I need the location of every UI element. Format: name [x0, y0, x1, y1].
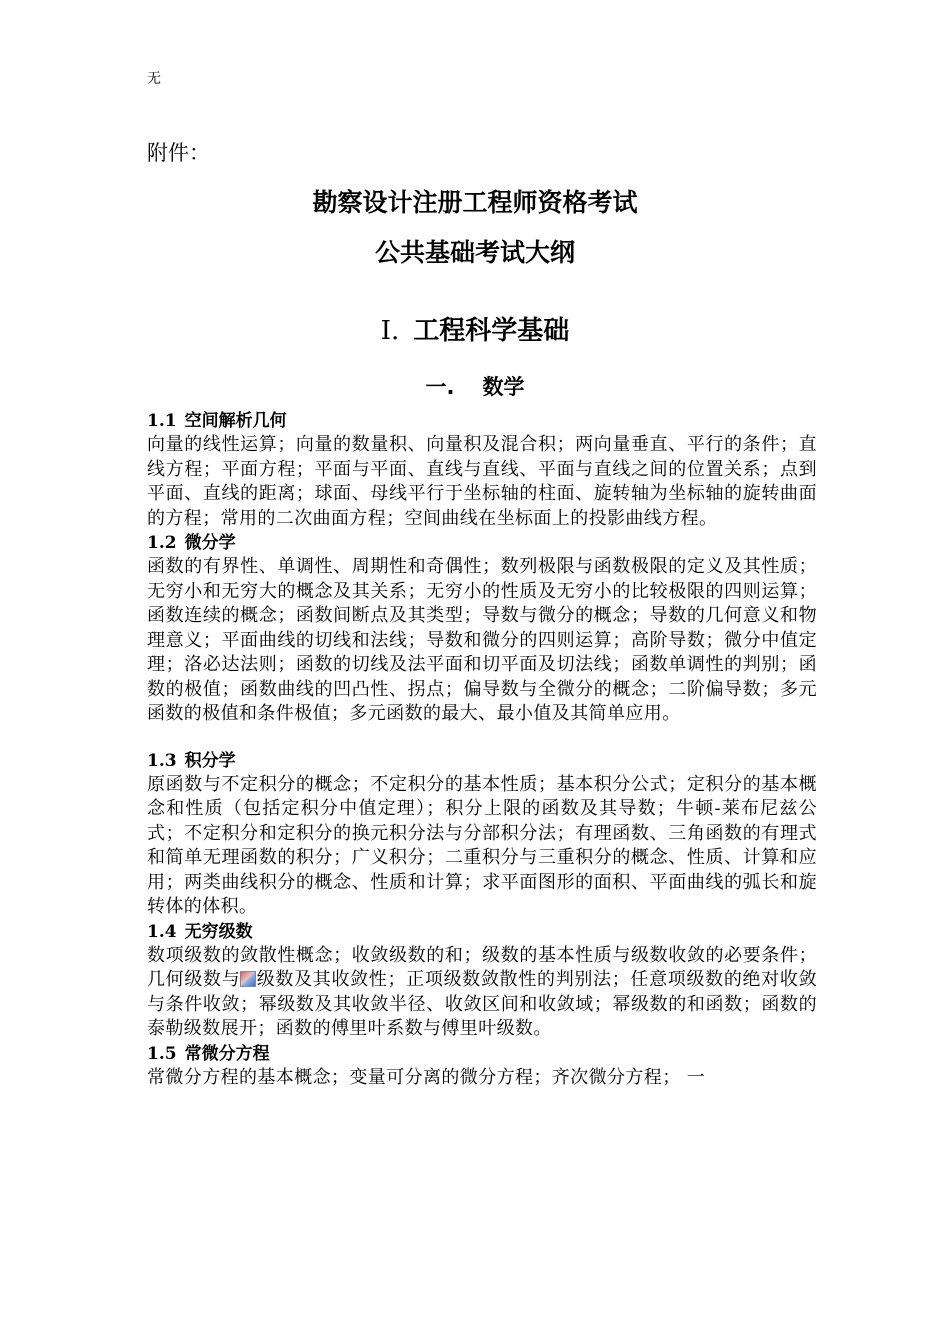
section-heading — [147, 409, 817, 433]
section-heading — [147, 749, 817, 773]
chapter-heading — [0, 371, 950, 401]
section-number: 1.1 — [147, 411, 177, 431]
section-number: 1.3 — [147, 750, 177, 771]
part-numeral: I. — [380, 316, 400, 346]
attachment-label: 附件： — [147, 141, 210, 165]
header-note: 无 — [147, 71, 161, 87]
section-title: 空间解析几何 — [184, 411, 287, 431]
broken-image-icon — [240, 971, 256, 987]
section-body — [147, 944, 817, 1042]
chapter-numeral: 一. — [425, 375, 455, 399]
document-body — [147, 409, 817, 1090]
part-heading — [0, 310, 950, 347]
section-body: 原函数与不定积分的概念；不定积分的基本性质；基本积分公式；定积分的基本概念和性质（包括定积分中值定理）；积分上限的函数及其导数；牛顿-莱布尼兹公式；不定积分和定积分的换元积分法与分部积分法；有理函数、三角函数的有理式和简单无理函数的积分；广义积分；二重积分与三重积分的概念、性质、计算和应用；两类曲线积分的概念、性质和计算；求平面图形的面积、平面曲线的弧长和旋转体的体积。 — [147, 773, 817, 917]
section-title: 微分学 — [184, 533, 236, 553]
chapter-title: 数学 — [482, 375, 525, 399]
section-1-1 — [147, 409, 817, 531]
section-number: 1.5 — [147, 1043, 177, 1064]
section-heading — [147, 920, 817, 944]
section-body: 函数的有界性、单调性、周期性和奇偶性；数列极限与函数极限的定义及其性质；无穷小和无穷大的概念及其关系；无穷小的性质及无穷小的比较极限的四则运算；函数连续的概念；函数间断点及其类型；导数与微分的概念；导数的几何意义和物理意义；平面曲线的切线和法线；导数和微分的四则运算；高阶导数；微分中值定理；洛必达法则；函数的切线及法平面和切平面及切法线；函数单调性的判别；函数的极值；函数曲线的凹凸性、拐点；偏导数与全微分的概念；二阶偏导数；多元函数的极值和条件极值；多元函数的最大、最小值及其简单应用。 — [147, 556, 817, 724]
section-title: 无穷级数 — [184, 921, 253, 942]
section-body: 向量的线性运算；向量的数量积、向量积及混合积；两向量垂直、平行的条件；直线方程；平面方程；平面与平面、直线与直线、平面与直线之间的位置关系；点到平面、直线的距离；球面、母线平行于坐标轴的柱面、旋转轴为坐标轴的旋转曲面的方程；常用的二次曲面方程；空间曲线在坐标面上的投影曲线方程。 — [147, 434, 817, 529]
section-body-part-2: 级数及其收敛性；正项级数敛散性的判别法；任意项级数的绝对收敛与条件收敛；幂级数及其收敛半径、收敛区间和收敛域；幂级数的和函数；函数的泰勒级数展开；函数的傅里叶系数与傅里叶级数。 — [147, 969, 818, 1039]
section-title: 常微分方程 — [184, 1043, 270, 1064]
section-heading — [147, 531, 817, 555]
section-body: 常微分方程的基本概念；变量可分离的微分方程；齐次微分方程； 一 — [147, 1066, 706, 1088]
section-title: 积分学 — [184, 750, 236, 771]
section-number: 1.4 — [147, 921, 177, 942]
section-1-3 — [147, 749, 817, 920]
document-subtitle: 公共基础考试大纲 — [374, 238, 575, 267]
section-1-4 — [147, 920, 817, 1042]
part-title: 工程科学基础 — [413, 316, 570, 346]
section-number: 1.2 — [147, 533, 177, 553]
document-title: 勘察设计注册工程师资格考试 — [312, 188, 638, 217]
section-1-5 — [147, 1042, 817, 1091]
section-heading — [147, 1042, 817, 1066]
spacer — [147, 727, 817, 749]
section-body-part-1: 数项级数的敛散性概念；收敛级数的和；级数的基本性质与级数收敛的必要条件；几何级数与 — [147, 944, 817, 990]
section-1-2 — [147, 531, 817, 727]
